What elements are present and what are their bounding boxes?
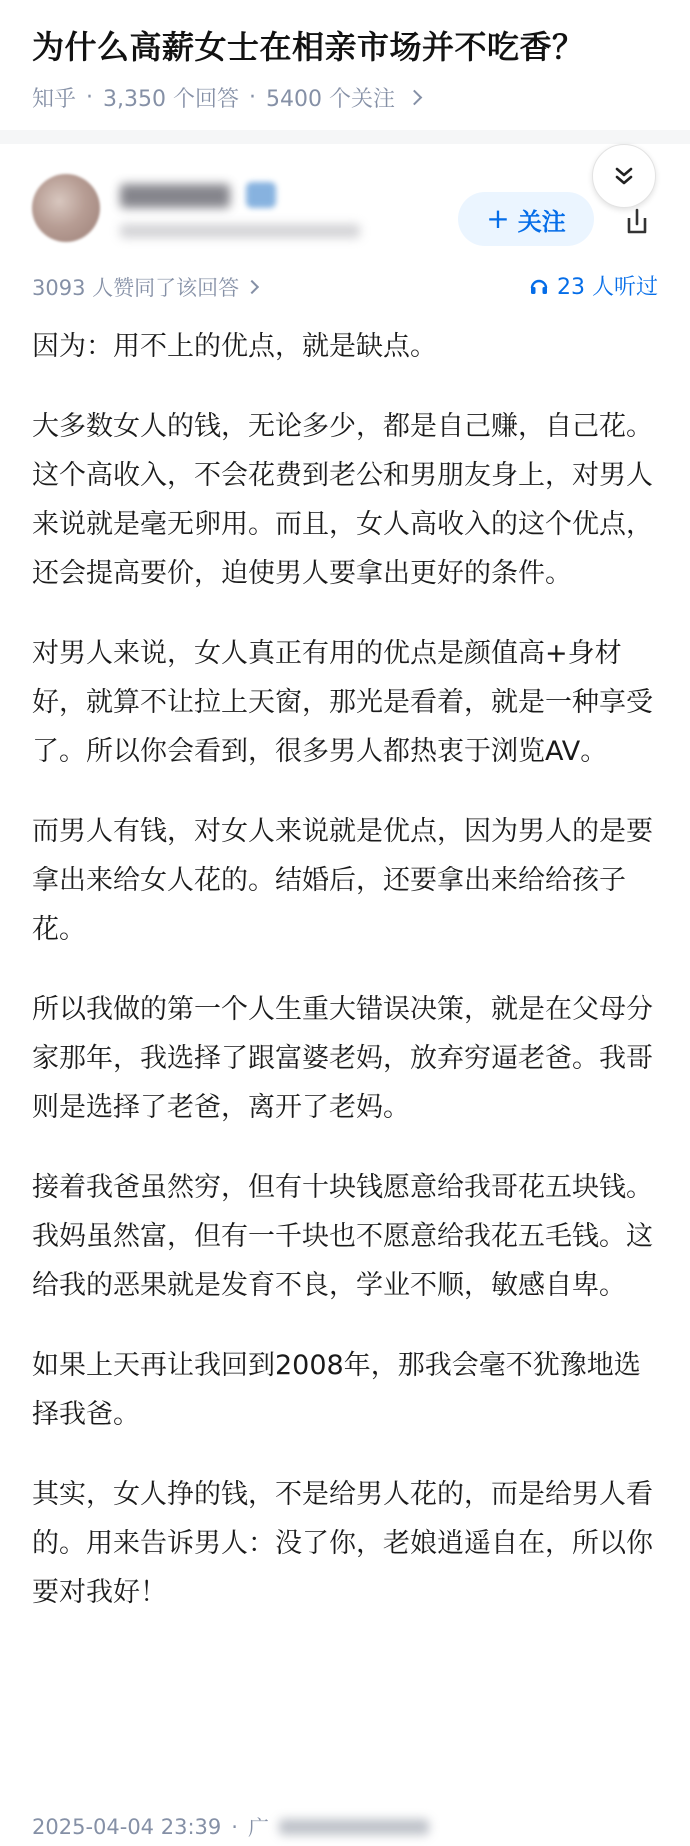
answer-timestamp: 2025-04-04 23:39 bbox=[32, 1815, 222, 1839]
answer-body bbox=[32, 322, 658, 1648]
author-bio-redacted bbox=[120, 224, 360, 238]
answer-paragraph-highlighted[interactable] bbox=[32, 1163, 658, 1310]
double-chevron-down-icon bbox=[611, 163, 637, 189]
meta-separator-2: · bbox=[249, 85, 256, 110]
question-title[interactable]: 为什么高薪女士在相亲市场并不吃香？ bbox=[32, 28, 585, 66]
stats-row bbox=[32, 270, 658, 304]
share-icon[interactable] bbox=[622, 206, 652, 236]
answer-paragraph-highlighted[interactable] bbox=[32, 629, 658, 776]
highlight-text: 接着我爸虽然穷，但有十块钱愿意给我哥花五块钱。我妈虽然富，但有一千块也不愿意给我花五毛钱。这给我的恶果就是发育不良，学业不顺，敏感自卑。 bbox=[32, 1172, 653, 1301]
follow-button[interactable] bbox=[458, 192, 594, 246]
answer-paragraph: 因为：用不上的优点，就是缺点。 bbox=[32, 331, 437, 362]
section-divider bbox=[0, 130, 690, 144]
answer-count: 3,350 个回答 bbox=[103, 87, 239, 112]
scroll-top-button[interactable] bbox=[592, 144, 656, 208]
author-row bbox=[0, 144, 690, 254]
follower-count: 5400 个关注 bbox=[266, 87, 395, 112]
answer-paragraph: 而男人有钱，对女人来说就是优点，因为男人的是要拿出来给女人花的。结婚后，还要拿出来给给孩子花。 bbox=[32, 816, 653, 945]
author-name-redacted[interactable] bbox=[120, 184, 230, 208]
avatar[interactable] bbox=[32, 174, 100, 242]
headphones-icon bbox=[529, 276, 549, 296]
answer-paragraph: 如果上天再让我回到2008年，那我会毫不犹豫地选择我爸。 bbox=[32, 1350, 641, 1430]
author-badge-icon bbox=[246, 182, 276, 208]
plus-icon: + bbox=[486, 202, 510, 235]
answer-footer bbox=[32, 1812, 429, 1842]
chevron-right-icon bbox=[407, 90, 423, 106]
source-label: 知乎 bbox=[32, 87, 77, 112]
answer-paragraph: 大多数女人的钱，无论多少，都是自己赚，自己花。这个高收入，不会花费到老公和男朋友身上，对男人来说就是毫无卵用。而且，女人高收入的这个优点，还会提高要价，迫使男人要拿出更好的条件。 bbox=[32, 411, 653, 589]
listen-count[interactable] bbox=[529, 270, 658, 301]
follow-label: 关注 bbox=[517, 207, 566, 236]
question-header bbox=[0, 0, 690, 130]
meta-separator: · bbox=[86, 85, 94, 110]
location-prefix: 广 bbox=[247, 1816, 269, 1840]
location-redacted bbox=[279, 1819, 429, 1835]
vote-summary[interactable] bbox=[32, 272, 257, 302]
chevron-right-icon bbox=[245, 280, 259, 294]
highlight-text: 其实，女人挣的钱，不是给男人花的，而是给男人看的。用来告诉男人：没了你，老娘逍遥自在，所以你要对我好！ bbox=[32, 1479, 653, 1608]
answer-paragraph: 所以我做的第一个人生重大错误决策，就是在父母分家那年，我选择了跟富婆老妈，放弃穷逼老爸。我哥则是选择了老爸，离开了老妈。 bbox=[32, 994, 653, 1123]
answer-paragraph-highlighted[interactable] bbox=[32, 1470, 658, 1617]
listen-count-text: 23 人听过 bbox=[557, 275, 658, 300]
vote-summary-text: 3093 人赞同了该回答 bbox=[32, 276, 240, 300]
footer-separator: · bbox=[231, 1815, 238, 1839]
question-meta[interactable] bbox=[32, 82, 420, 113]
highlight-text: 对男人来说，女人真正有用的优点是颜值高+身材好，就算不让拉上天窗，那光是看着，就是一种享受了。所以你会看到，很多男人都热衷于浏览AV。 bbox=[32, 638, 653, 767]
